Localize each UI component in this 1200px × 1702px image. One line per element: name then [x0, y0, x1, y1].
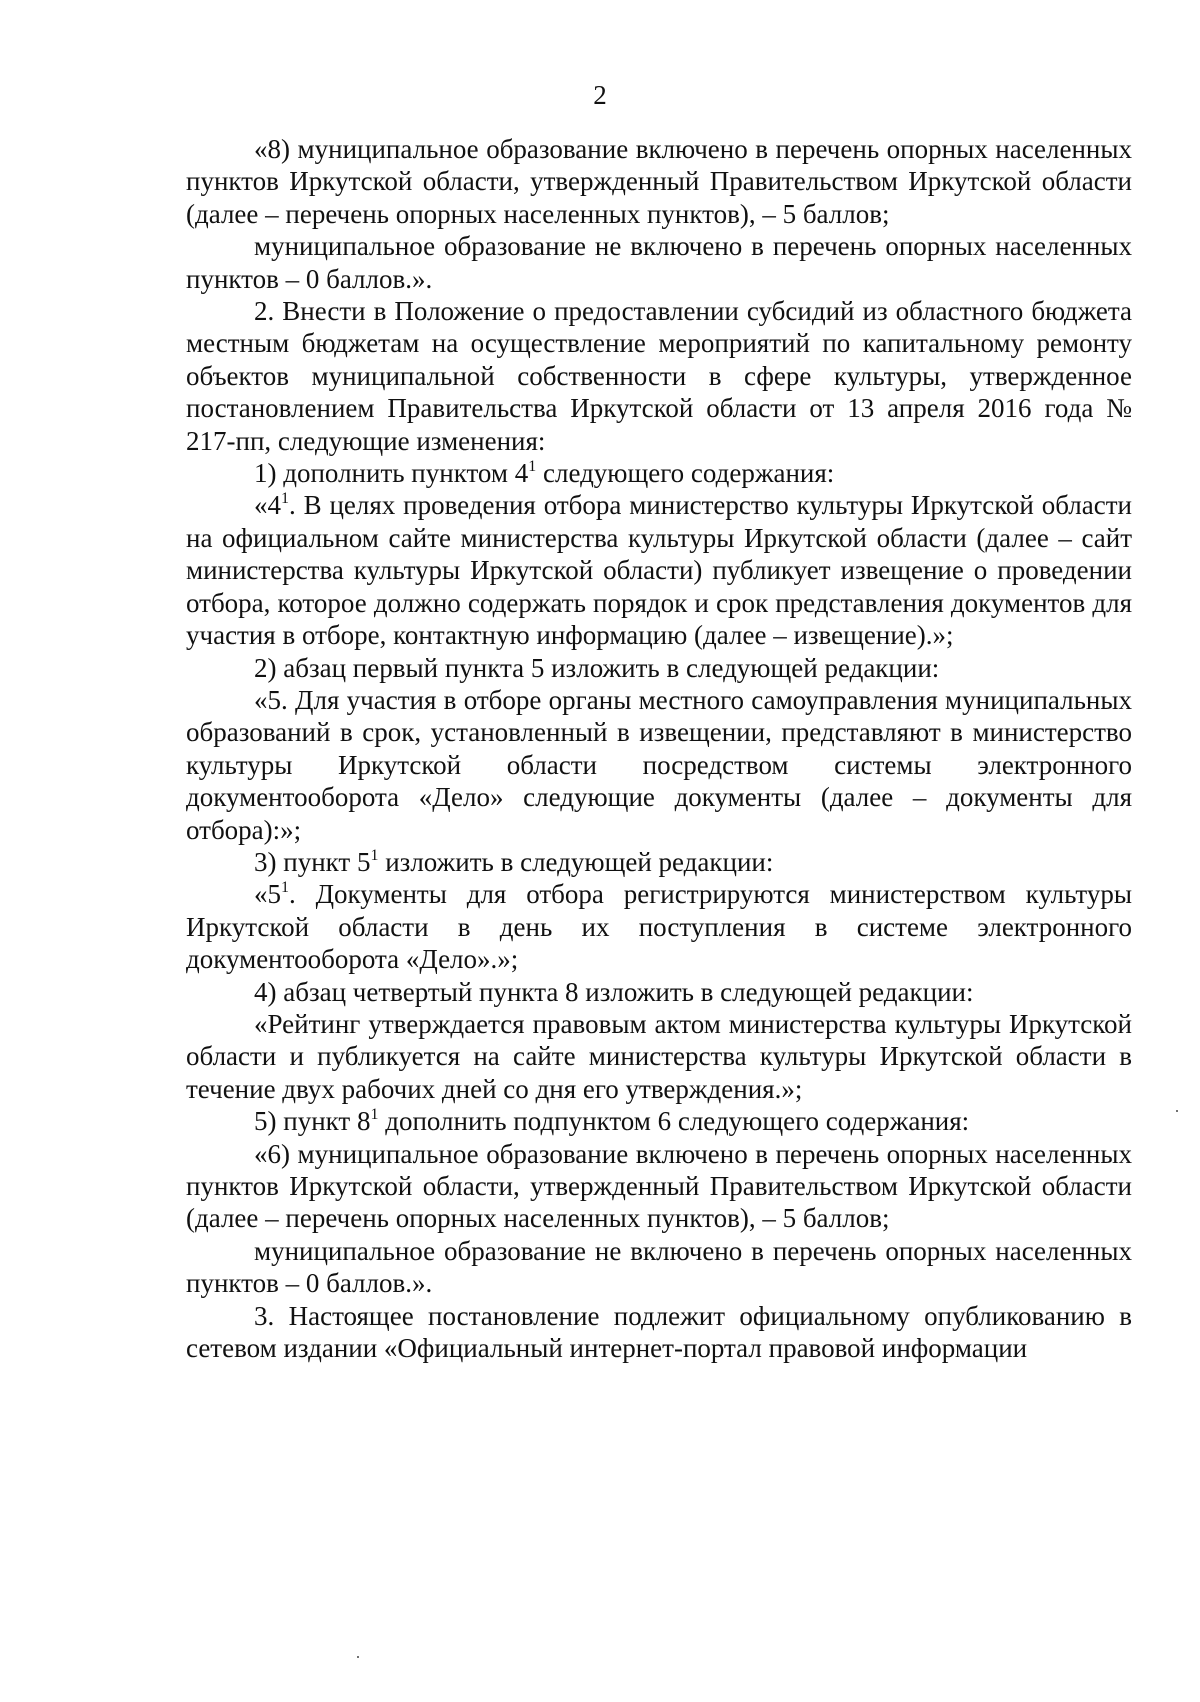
superscript: 1	[370, 846, 379, 864]
scan-speck	[1176, 1110, 1178, 1112]
paragraph-point-4-1: «$4^1$. В целях проведения отбора министерство культуры Иркутской области на официальном сайте министерства культуры Иркутской области (далее – сайт министерства культуры Иркутской области) публикует извещение о проведении отбора, которое должно содержать порядок и срок представления документов для участия в отборе, контактную информацию (далее – извещение).»;	[186, 490, 1132, 651]
paragraph-sub-5: 5) пункт $8^1$ дополнить подпунктом 6 следующего содержания:	[254, 1106, 970, 1137]
superscript: 1	[370, 1106, 379, 1124]
paragraph-point-5: «5. Для участия в отборе органы местного самоуправления муниципальных образований в срок, установленный в извещении, представляют в министерство культуры Иркутской области посредством системы электронного документооборота «Дело» следующие документы (далее – документы для отбора):»;	[186, 684, 1132, 845]
paragraph-point-5-1: «$5^1$. Документы для отбора регистрируются министерством культуры Иркутской области в день их поступления в системе электронного документооборота «Дело».»;	[186, 879, 1132, 975]
superscript: 1	[528, 458, 537, 476]
paragraph-sub-2: 2) абзац первый пункта 5 изложить в следующей редакции:	[254, 652, 940, 683]
document-body	[186, 133, 1132, 1364]
paragraph-clause-3: 3. Настоящее постановление подлежит официальному опубликованию в сетевом издании «Официальный интернет-портал правовой информации	[186, 1300, 1132, 1364]
superscript: 1	[281, 879, 289, 897]
paragraph-sub-3: 3) пункт $5^1$ изложить в следующей редакции:	[254, 846, 774, 877]
paragraph-item-8-amendment: «8) муниципальное образование включено в перечень опорных населенных пунктов Иркутской области, утвержденный Правительством Иркутской области (далее – перечень опорных населенных пунктов), – 5 баллов;	[186, 134, 1132, 229]
page-number: 2	[593, 80, 607, 110]
paragraph-item-6-amendment: «6) муниципальное образование включено в перечень опорных населенных пунктов Иркутской области, утвержденный Правительством Иркутской области (далее – перечень опорных населенных пунктов), – 5 баллов;	[186, 1138, 1132, 1234]
superscript: 1	[281, 490, 289, 508]
scan-speck	[357, 1656, 359, 1658]
paragraph-rating: «Рейтинг утверждается правовым актом министерства культуры Иркутской области и публикуется на сайте министерства культуры Иркутской области в течение двух рабочих дней со дня его утверждения.»;	[186, 1008, 1132, 1104]
paragraph-sub-1: 1) дополнить пунктом $4^1$ следующего содержания:	[254, 458, 835, 489]
paragraph-clause-2: 2. Внести в Положение о предоставлении субсидий из областного бюджета местным бюджетам на осуществление мероприятий по капитальному ремонту объектов муниципальной собственности в сфере культуры, утвержденное постановлением Правительства Иркутской области от 13 апреля 2016 года № 217-пп, следующие изменения:	[186, 296, 1132, 456]
paragraph-not-included: муниципальное образование не включено в перечень опорных населенных пунктов – 0 баллов.».	[186, 231, 1132, 294]
paragraph-not-included-2: муниципальное образование не включено в перечень опорных населенных пунктов – 0 баллов.».	[186, 1235, 1132, 1299]
paragraph-sub-4: 4) абзац четвертый пункта 8 изложить в следующей редакции:	[254, 976, 974, 1007]
